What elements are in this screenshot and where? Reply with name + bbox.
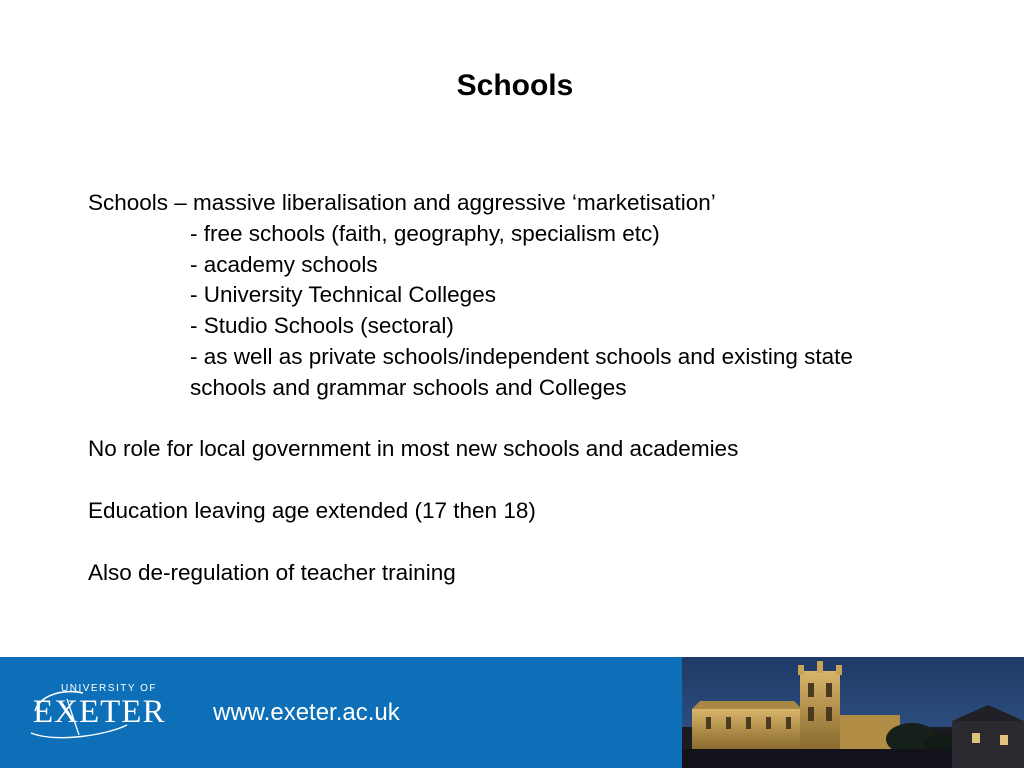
bullet-continuation: schools and grammar schools and Colleges — [190, 374, 627, 400]
slide-body — [88, 188, 988, 588]
spacer — [88, 527, 988, 558]
bullet-line: - University Technical Colleges — [190, 282, 496, 308]
cathedral-at-night-photo — [682, 657, 1024, 768]
footer-banner — [0, 657, 1024, 768]
bullet-line: - academy schools — [190, 251, 378, 277]
spacer — [88, 404, 988, 435]
slide-title: Schools — [456, 69, 574, 102]
logo-university-of: UNIVERSITY OF — [61, 683, 157, 694]
body-line: Also de-regulation of teacher training — [88, 559, 456, 585]
spacer — [88, 465, 988, 496]
bullet-line: - as well as private schools/independent schools and existing state — [190, 343, 853, 369]
logo-exeter: EXETER — [33, 694, 166, 730]
body-line: No role for local government in most new schools and academies — [88, 436, 739, 462]
website-url: www.exeter.ac.uk — [213, 699, 400, 726]
bullet-line: - free schools (faith, geography, specialism etc) — [190, 220, 660, 246]
bullet-line: - Studio Schools (sectoral) — [190, 313, 454, 339]
university-logo — [27, 683, 172, 743]
body-line: Schools – massive liberalisation and aggressive ‘marketisation’ — [88, 190, 716, 215]
body-line: Education leaving age extended (17 then 18) — [88, 497, 536, 523]
